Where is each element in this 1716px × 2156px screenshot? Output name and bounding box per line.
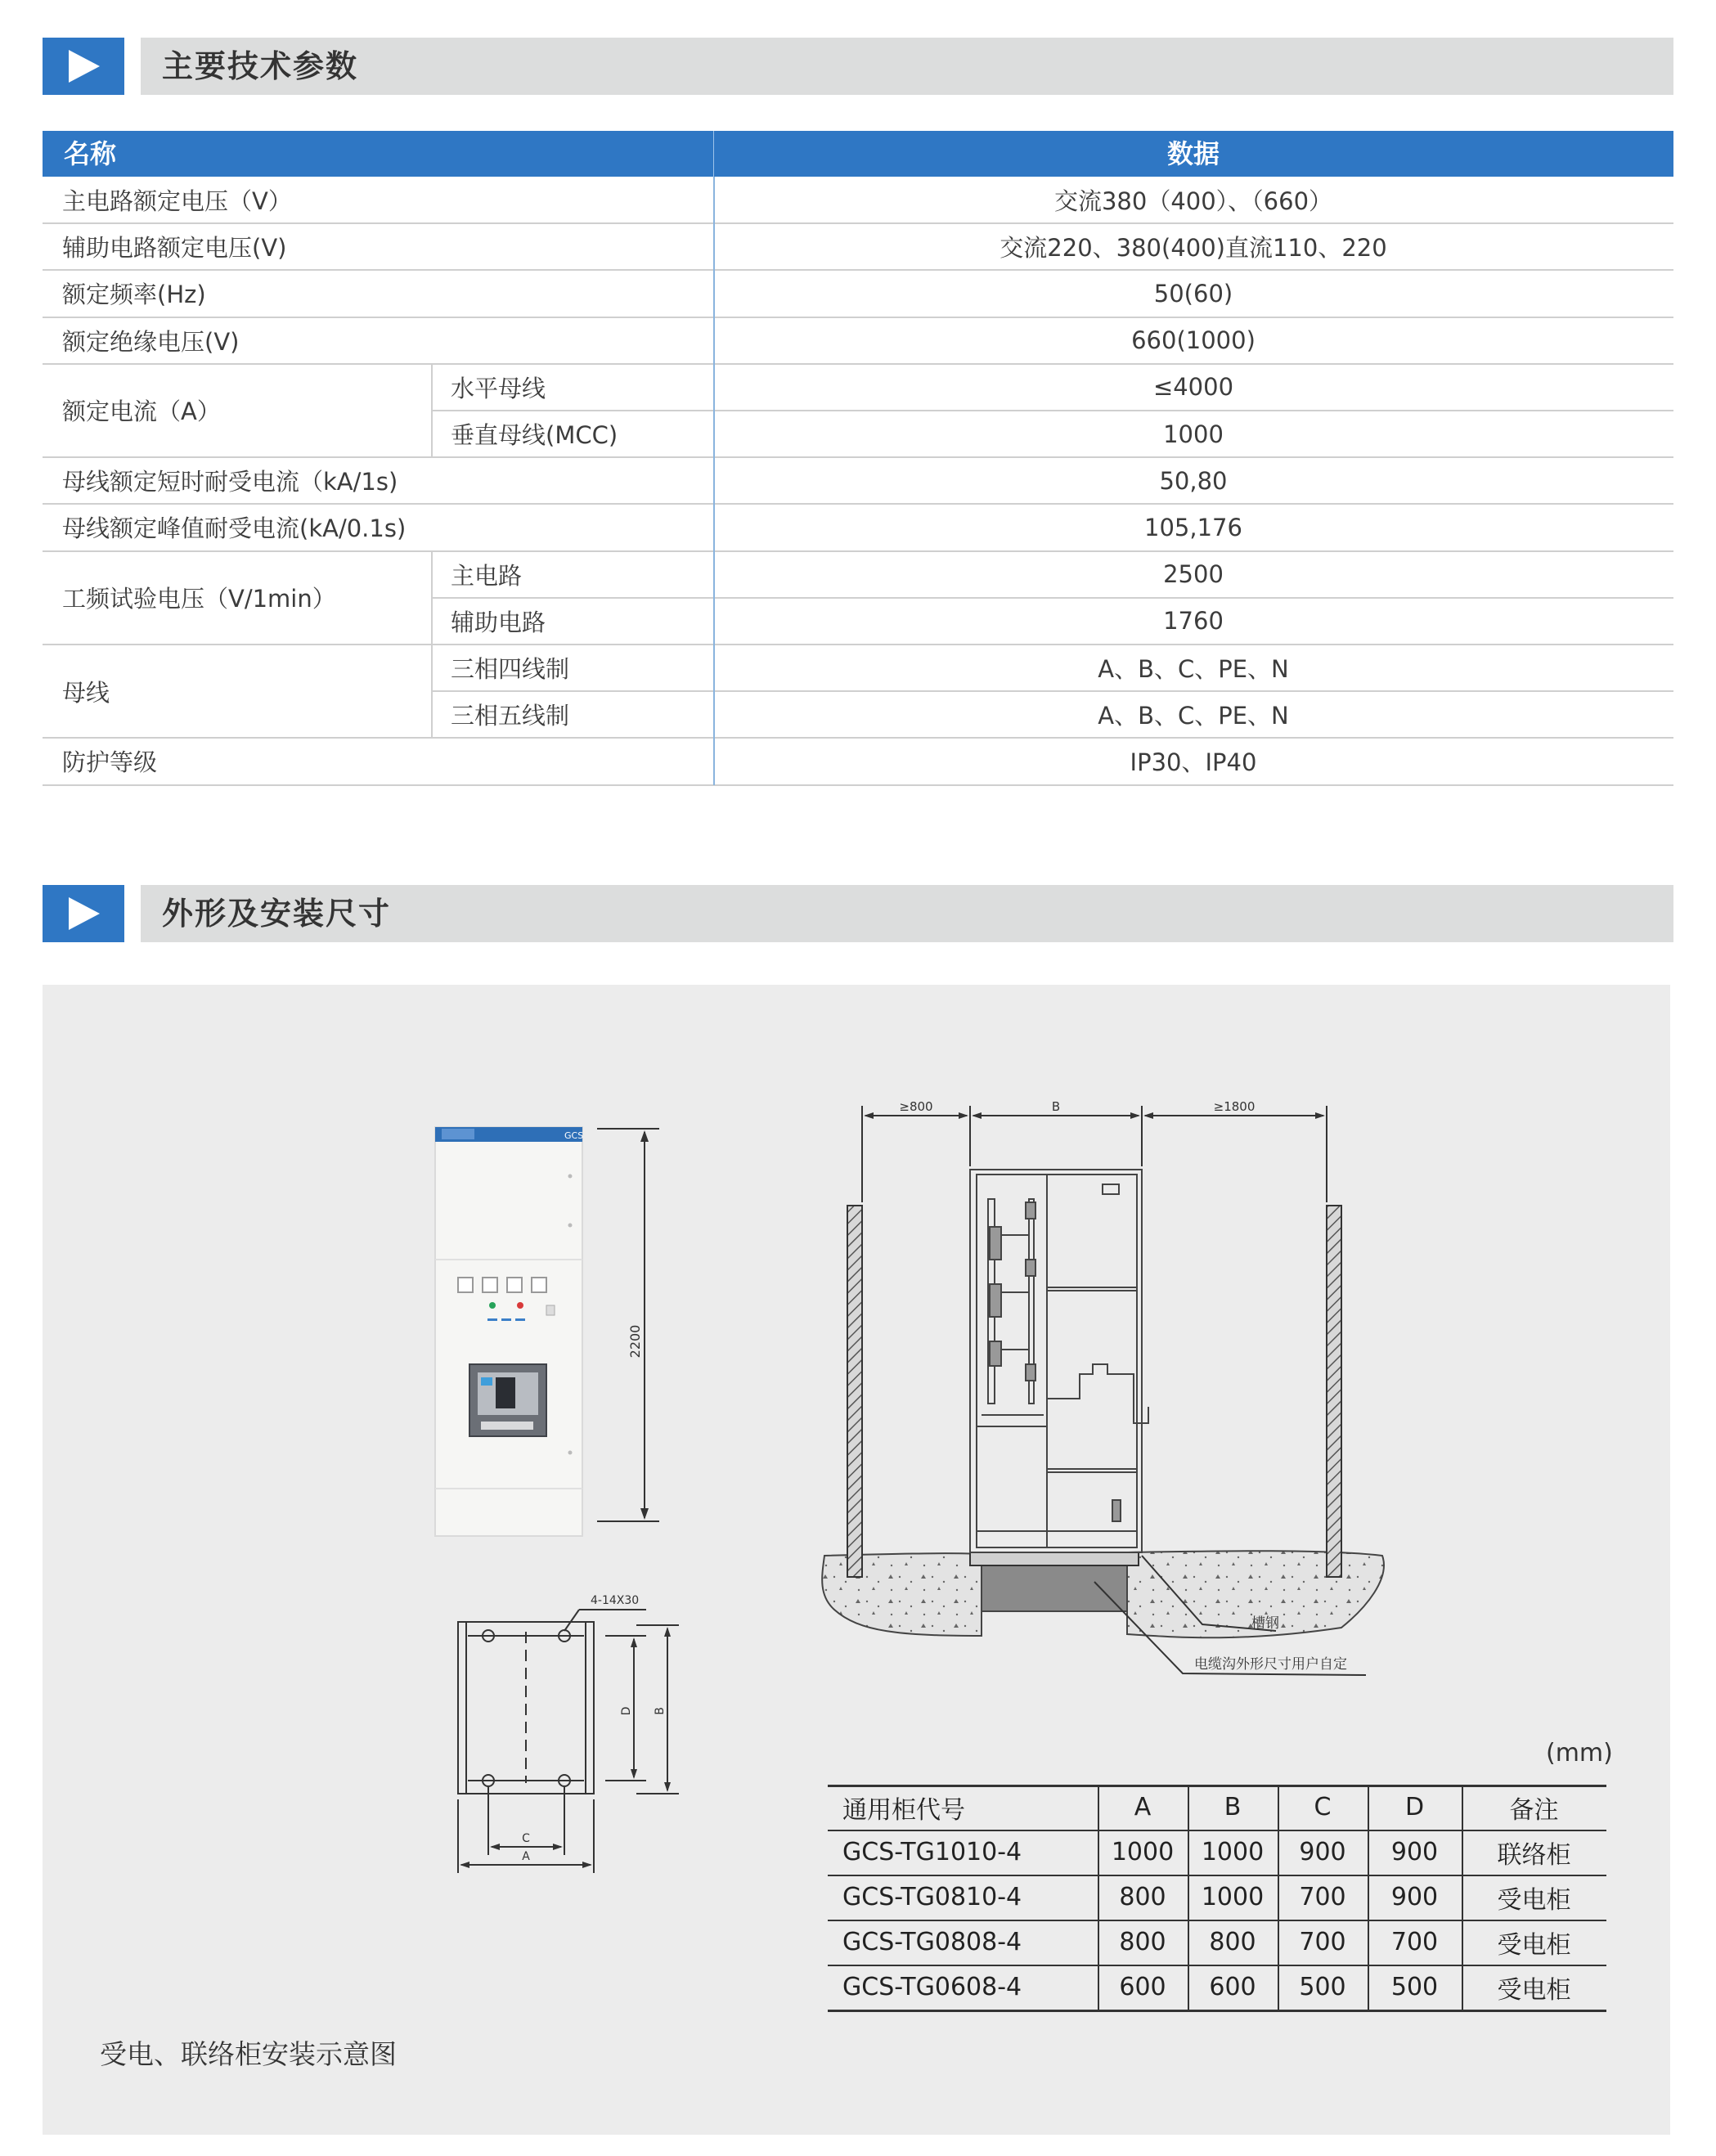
dim-cell: 1000	[1201, 1883, 1265, 1911]
clearance-left-label: ≥800	[899, 1099, 933, 1114]
param-value: 交流220、380(400)直流110、220	[1000, 234, 1387, 263]
param-name: 额定电流（A）	[62, 398, 221, 426]
figure-caption: 受电、联络柜安装示意图	[100, 2038, 397, 2070]
dim-cell: 800	[1119, 1928, 1166, 1956]
callout-trench: 电缆沟外形尺寸用户自定	[1194, 1656, 1347, 1673]
dim-cell: 联络柜	[1497, 1840, 1571, 1870]
dim-cell: 600	[1209, 1973, 1256, 2001]
dim-cell: GCS-TG0608-4	[842, 1973, 1022, 2001]
header-data: 数据	[1166, 138, 1220, 169]
unit-label: (mm)	[1546, 1739, 1613, 1767]
dim-b-label: B	[654, 1707, 667, 1715]
dim-cell: 700	[1299, 1883, 1346, 1911]
param-value: 交流380（400）、（660）	[1053, 187, 1333, 216]
plan-view	[458, 1610, 679, 1873]
dim-cell: 1000	[1111, 1838, 1175, 1866]
hole-label: 4-14X30	[591, 1594, 640, 1607]
dim-header-cell: 通用柜代号	[842, 1795, 965, 1825]
param-name: 母线额定短时耐受电流（kA/1s)	[62, 468, 398, 496]
param-sub-name: 垂直母线(MCC)	[451, 421, 618, 450]
param-value: A、B、C、PE、N	[1098, 655, 1289, 684]
dim-cell: 700	[1390, 1928, 1439, 1956]
dim-cell: 800	[1119, 1883, 1166, 1911]
dim-cell: GCS-TG0808-4	[842, 1928, 1022, 1956]
dim-header-cell: C	[1314, 1793, 1332, 1821]
cabinet-label: GCS	[564, 1130, 584, 1141]
param-value: 1000	[1163, 420, 1224, 448]
header-name: 名称	[64, 138, 117, 169]
section-view	[822, 1106, 1384, 1675]
param-sub-name: 三相四线制	[451, 655, 570, 684]
dim-cell: 受电柜	[1497, 1975, 1571, 2005]
section-title: 外形及安装尺寸	[162, 896, 392, 932]
dim-cell: 1000	[1201, 1838, 1265, 1866]
dim-cell: 500	[1390, 1973, 1439, 2001]
callout-channel: 槽钢	[1251, 1615, 1279, 1632]
width-b-label: B	[1051, 1099, 1061, 1114]
dim-cell: 900	[1299, 1838, 1346, 1866]
cabinet-photo	[435, 1127, 659, 1536]
param-value: 50,80	[1159, 466, 1228, 495]
dim-cell: 受电柜	[1497, 1930, 1571, 1960]
dim-cell: 800	[1209, 1928, 1256, 1956]
dim-cell: 900	[1390, 1838, 1439, 1866]
dim-d-label: D	[620, 1706, 633, 1716]
dim-cell: 900	[1390, 1883, 1439, 1911]
dim-a-label: A	[522, 1850, 530, 1863]
param-sub-name: 辅助电路	[451, 608, 546, 636]
param-value: IP30、IP40	[1130, 748, 1257, 777]
dim-header-cell: B	[1224, 1793, 1242, 1821]
dim-header-cell: A	[1134, 1793, 1152, 1821]
dim-cell: 500	[1299, 1973, 1346, 2001]
param-name: 工频试验电压（V/1min）	[62, 585, 336, 613]
dim-cell: 受电柜	[1497, 1885, 1571, 1915]
param-name: 额定绝缘电压(V)	[62, 327, 240, 356]
param-sub-name: 主电路	[451, 561, 523, 590]
param-name: 防护等级	[62, 748, 158, 777]
dim-cell: GCS-TG1010-4	[842, 1838, 1022, 1866]
param-name: 母线	[62, 678, 110, 707]
height-label: 2200	[627, 1324, 643, 1359]
section-title: 主要技术参数	[162, 48, 359, 84]
param-name: 母线额定峰值耐受电流(kA/0.1s)	[62, 514, 407, 543]
dim-c-label: C	[522, 1832, 530, 1845]
dim-header-cell: D	[1404, 1793, 1425, 1821]
param-value: 2500	[1163, 560, 1224, 589]
param-value: 1760	[1163, 607, 1224, 636]
param-value: 50(60)	[1153, 279, 1233, 308]
param-value: 105,176	[1144, 513, 1242, 541]
param-value: ≤4000	[1152, 373, 1234, 402]
param-value: A、B、C、PE、N	[1098, 702, 1289, 730]
param-sub-name: 水平母线	[451, 374, 546, 402]
dim-cell: 700	[1299, 1928, 1346, 1956]
param-name: 额定频率(Hz)	[62, 281, 206, 309]
param-value: 660(1000)	[1131, 326, 1256, 355]
clearance-right-label: ≥1800	[1213, 1099, 1256, 1114]
param-name: 主电路额定电压（V）	[62, 187, 292, 216]
dim-cell: GCS-TG0810-4	[842, 1883, 1022, 1911]
dim-header-cell: 备注	[1509, 1795, 1559, 1825]
param-name: 辅助电路额定电压(V)	[62, 234, 287, 263]
param-sub-name: 三相五线制	[451, 702, 570, 730]
dim-cell: 600	[1119, 1973, 1166, 2001]
